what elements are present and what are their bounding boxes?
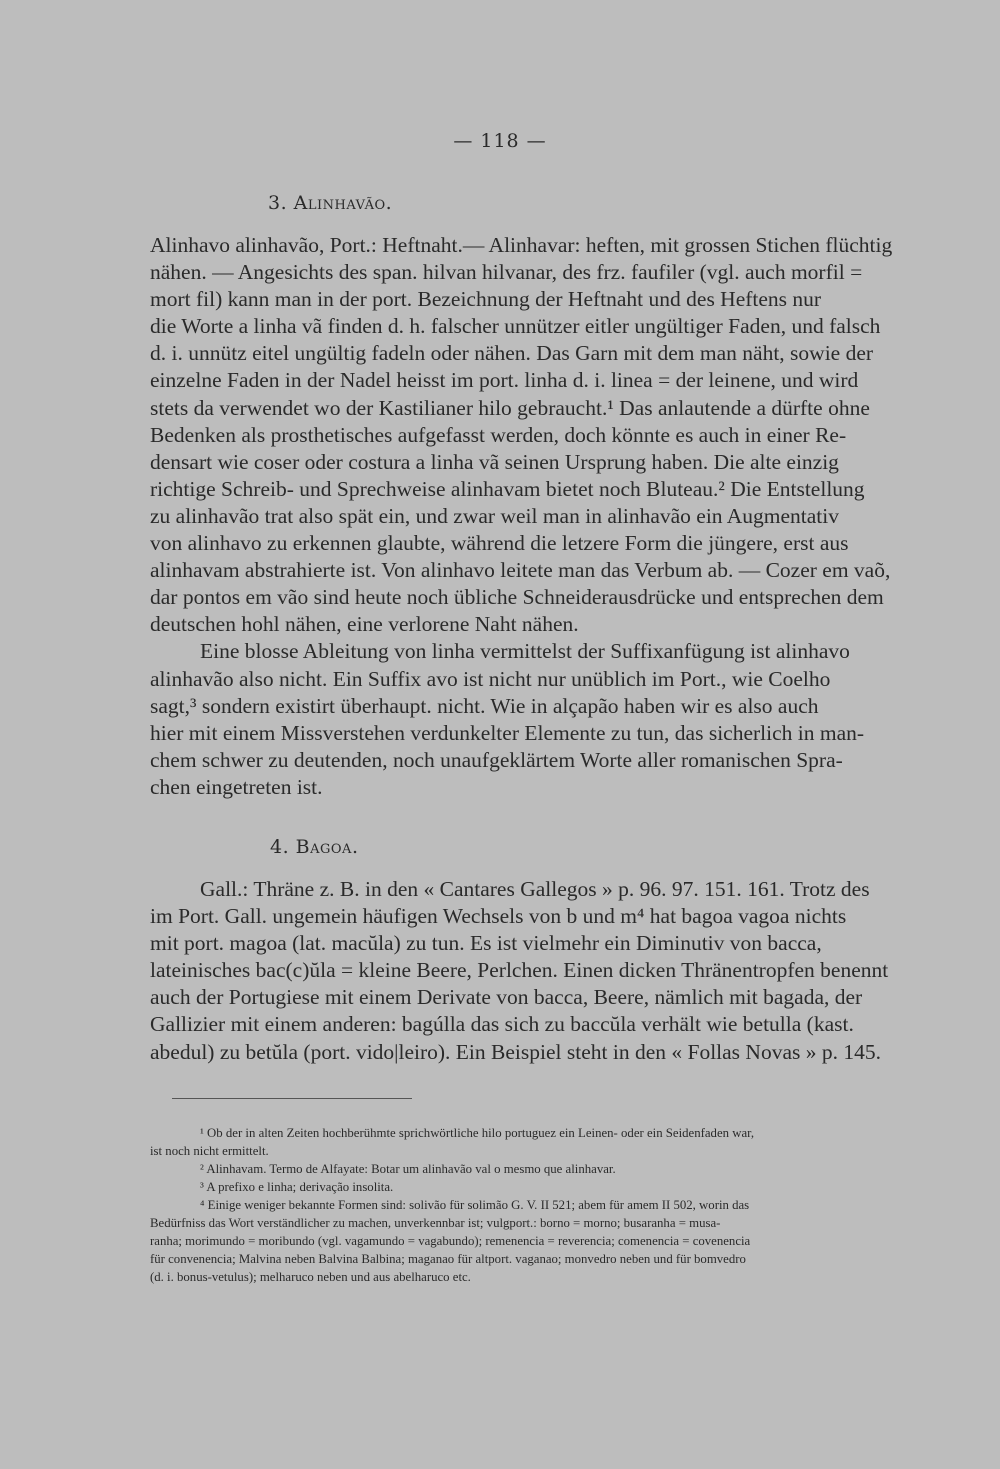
text-line: alinhavam abstrahierte ist. Von alinhavo leitete man das Verbum ab. — Cozer em vaõ, [150, 558, 891, 583]
text-line: zu alinhavão trat also spät ein, und zwar weil man in alinhavão ein Augmentativ [150, 503, 839, 528]
footnote-2: ² Alinhavam. Termo de Alfayate: Botar um alinhavão val o mesmo que alinhavar. [200, 1162, 616, 1176]
footnote-4-cont: für convenencia; Malvina neben Balvina Balbina; maganao für altport. vaganao; monvedro neben und für bomvedro [150, 1252, 746, 1266]
footnote-1-cont: ist noch nicht ermittelt. [150, 1144, 269, 1158]
text-line: richtige Schreib- und Sprechweise alinhavam bietet noch Bluteau.² Die Entstellung [150, 476, 865, 501]
footnote-4-cont: ranha; morimundo = moribundo (vgl. vagamundo = vagabundo); remenencia = reverencia; comenencia = covenencia [150, 1234, 751, 1248]
text-line: d. i. unnütz eitel ungültig fadeln oder nähen. Das Garn mit dem man näht, sowie der [150, 341, 874, 366]
text-line: einzelne Faden in der Nadel heisst im port. linha d. i. linea = der leinene, und wird [150, 368, 859, 393]
text-line: hier mit einem Missverstehen verdunkelter Elemente zu tun, das sicherlich in man- [150, 720, 865, 745]
text-line: dar pontos em vão sind heute noch übliche Schneiderausdrücke und entsprechen dem [150, 585, 884, 610]
text-line: sagt,³ sondern existirt überhaupt. nicht. Wie in alçapão haben wir es also auch [150, 693, 819, 718]
text-line: chen eingetreten ist. [150, 774, 323, 799]
text-line: chem schwer zu deutenden, noch unaufgeklärtem Worte aller romanischen Spra- [150, 747, 843, 772]
text-line: im Port. Gall. ungemein häufigen Wechsels von b und m⁴ hat bagoa vagoa nichts [150, 904, 847, 929]
text-line: alinhavão also nicht. Ein Suffix avo ist nicht nur unüblich im Port., wie Coelho [150, 666, 831, 691]
text-line: deutschen hohl nähen, eine verlorene Naht nähen. [150, 612, 579, 637]
text-line: Gallizier mit einem anderen: bagúlla das sich zu baccŭla verhält wie betulla (kast. [150, 1012, 854, 1037]
text-line: densart wie coser oder costura a linha vã seinen Ursprung haben. Die alte einzig [150, 449, 839, 474]
page-number: — 118 — [453, 130, 547, 152]
text-line: Gall.: Thräne z. B. in den « Cantares Gallegos » p. 96. 97. 151. 161. Trotz des [200, 877, 870, 901]
section-heading-4: 4. Bagoa. [270, 836, 359, 858]
text-line: auch der Portugiese mit einem Derivate von bacca, Beere, nämlich mit bagada, der [150, 985, 863, 1010]
text-line: mit port. magoa (lat. macŭla) zu tun. Es ist vielmehr ein Diminutiv von bacca, [150, 931, 822, 956]
section-4-body [150, 876, 906, 1066]
footnote-1: ¹ Ob der in alten Zeiten hochberühmte sprichwörtliche hilo portuguez ein Leinen- oder ein Seidenfaden war, [200, 1126, 755, 1140]
section-3-body [150, 232, 906, 801]
footnote-4-cont: (d. i. bonus-vetulus); melharuco neben und aus abelharuco etc. [150, 1270, 471, 1284]
text-line: Alinhavo alinhavão, Port.: Heftnaht.— Alinhavar: heften, mit grossen Stichen flüchtig [150, 233, 893, 257]
footnotes [150, 1124, 906, 1286]
text-line: mort fil) kann man in der port. Bezeichnung der Heftnaht und des Heftens nur [150, 287, 822, 312]
text-line: Bedenken als prosthetisches aufgefasst werden, doch könnte es auch in einer Re- [150, 422, 847, 447]
text-line: die Worte a linha vã finden d. h. falscher unnützer eitler ungültiger Faden, und falsch [150, 314, 881, 339]
text-line: von alinhavo zu erkennen glaubte, während die letzere Form die jüngere, erst aus [150, 531, 849, 556]
section-heading-3: 3. Alinhavão. [268, 192, 393, 214]
footnote-rule [172, 1098, 412, 1099]
text-line: stets da verwendet wo der Kastilianer hilo gebraucht.¹ Das anlautende a dürfte ohne [150, 395, 870, 420]
text-line: nähen. — Angesichts des span. hilvan hilvanar, des frz. faufiler (vgl. auch morfil = [150, 260, 863, 285]
footnote-4: ⁴ Einige weniger bekannte Formen sind: solivão für solimão G. V. II 521; abem für amem II 502, worin das [200, 1198, 750, 1212]
text-line: lateinisches bac(c)ŭla = kleine Beere, Perlchen. Einen dicken Thränentropfen benennt [150, 958, 889, 983]
text-line: abedul) zu betŭla (port. vido|leiro). Ein Beispiel steht in den « Follas Novas » p. 145. [150, 1039, 881, 1064]
footnote-4-cont: Bedürfniss das Wort verständlicher zu machen, unverkennbar ist; vulgport.: borno = morno; busaranha = musa- [150, 1216, 721, 1230]
footnote-3: ³ A prefixo e linha; derivação insolita. [200, 1180, 394, 1194]
text-line: Eine blosse Ableitung von linha vermittelst der Suffixanfügung ist alinhavo [200, 639, 850, 664]
